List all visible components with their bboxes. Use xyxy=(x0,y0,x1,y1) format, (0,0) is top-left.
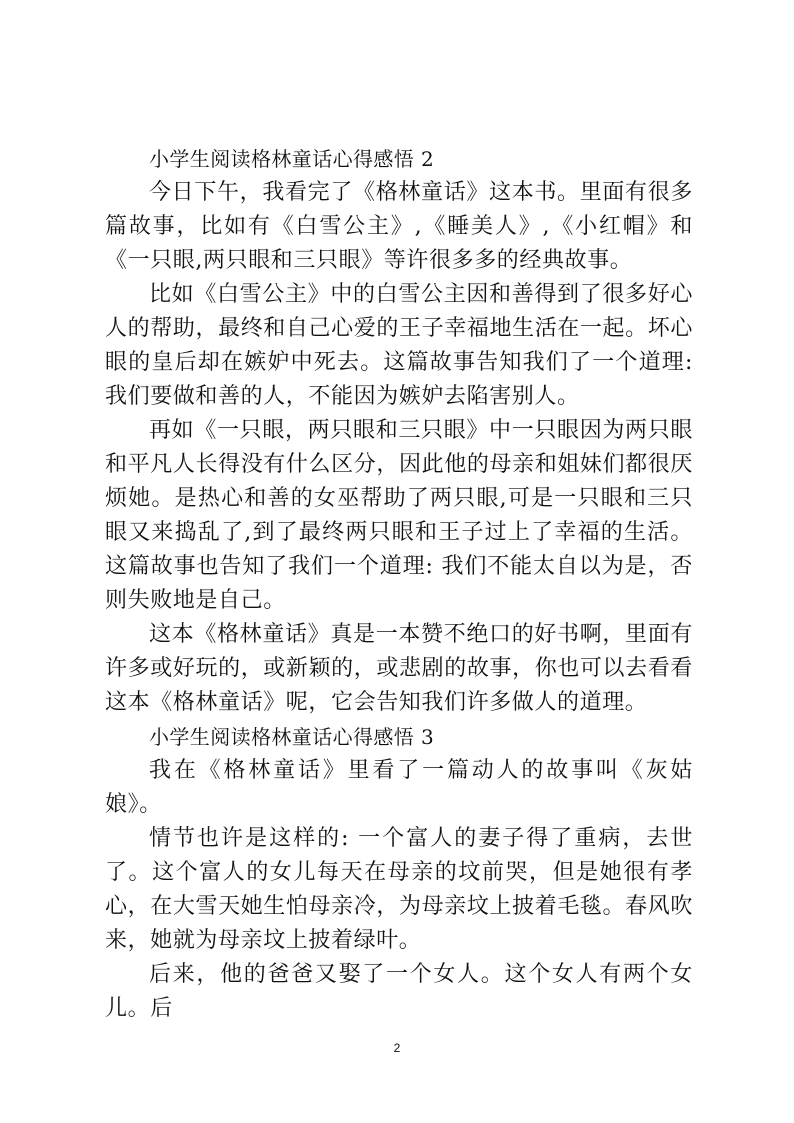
paragraph: 今日下午，我看完了《格林童话》这本书。里面有很多篇故事，比如有《白雪公主》,《睡美人》,《小红帽》和《一只眼,两只眼和三只眼》等许很多多的经典故事。 xyxy=(105,180,693,273)
document-body xyxy=(105,142,693,1026)
paragraph: 后来，他的爸爸又娶了一个女人。这个女人有两个女儿。后 xyxy=(105,962,693,1021)
paragraph: 比如《白雪公主》中的白雪公主因和善得到了很多好心人的帮助，最终和自己心爱的王子幸福地生活在一起。坏心眼的皇后却在嫉妒中死去。这篇故事告知我们了一个道理: 我们要做和善的人，不能因为嫉妒去陷害别人。 xyxy=(105,282,693,409)
paragraph: 我在《格林童话》里看了一篇动人的故事叫《灰姑娘》。 xyxy=(105,758,693,817)
page-number: 2 xyxy=(393,1041,401,1055)
paragraph: 再如《一只眼，两只眼和三只眼》中一只眼因为两只眼和平凡人长得没有什么区分，因此他的母亲和姐妹们都很厌烦她。是热心和善的女巫帮助了两只眼,可是一只眼和三只眼又来捣乱了,到了最终两只眼和王子过上了幸福的生活。这篇故事也告知了我们一个道理: 我们不能太自以为是，否则失败地是自己。 xyxy=(105,418,693,613)
section-heading: 小学生阅读格林童话心得感悟 3 xyxy=(149,725,435,749)
paragraph: 这本《格林童话》真是一本赞不绝口的好书啊，里面有许多或好玩的，或新颖的，或悲剧的故事，你也可以去看看这本《格林童话》呢，它会告知我们许多做人的道理。 xyxy=(105,622,693,715)
section-heading: 小学生阅读格林童话心得感悟 2 xyxy=(149,147,435,171)
paragraph: 情节也许是这样的: 一个富人的妻子得了重病，去世了。这个富人的女儿每天在母亲的坟前哭，但是她很有孝心，在大雪天她生怕母亲冷，为母亲坟上披着毛毯。春风吹来，她就为母亲坟上披着绿叶。 xyxy=(105,826,693,953)
